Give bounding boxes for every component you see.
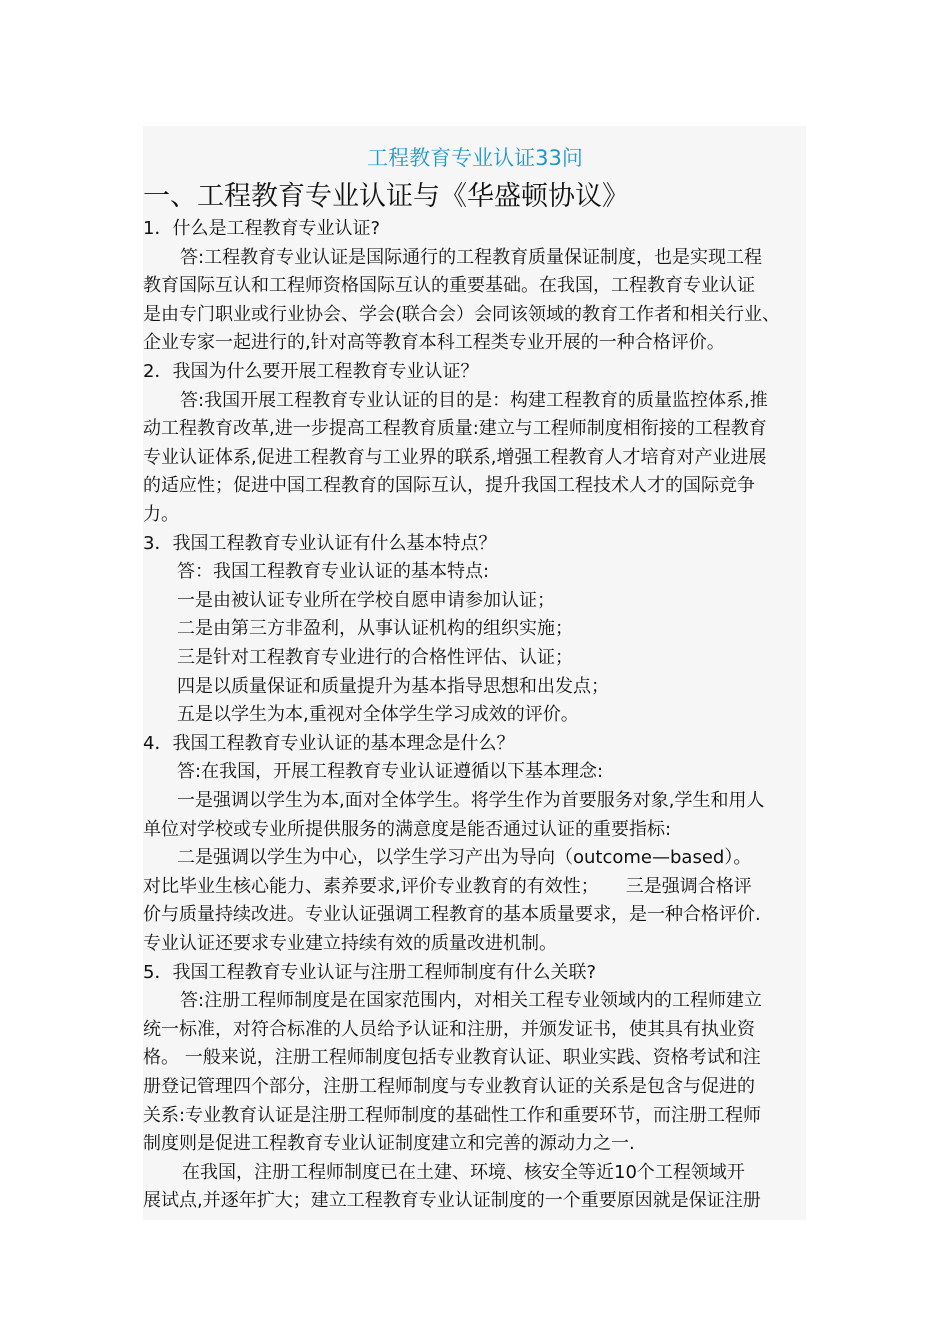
answer-line: 格。 一般来说，注册工程师制度包括专业教育认证、职业实践、资格考试和注 — [143, 1047, 761, 1068]
answer-line: 三是针对工程教育专业进行的合格性评估、认证； — [177, 647, 573, 668]
answer-line: 一是由被认证专业所在学校自愿申请参加认证； — [177, 590, 555, 611]
answer-line: 答:工程教育专业认证是国际通行的工程教育质量保证制度，也是实现工程 — [180, 247, 763, 268]
question-5: 5．我国工程教育专业认证与注册工程师制度有什么关联? — [143, 962, 597, 983]
answer-line: 对比毕业生核心能力、素养要求,评价专业教育的有效性； 三是强调合格评 — [143, 876, 752, 897]
answer-line: 答:注册工程师制度是在国家范围内，对相关工程专业领域内的工程师建立 — [180, 990, 763, 1011]
answer-line: 的适应性；促进中国工程教育的国际互认，提升我国工程技术人才的国际竞争 — [143, 475, 755, 496]
answer-line: 答:我国开展工程教育专业认证的目的是：构建工程教育的质量监控体系,推 — [180, 390, 768, 411]
section-heading: 一、工程教育专业认证与《华盛顿协议》 — [143, 181, 629, 212]
answer-line: 力。 — [143, 504, 179, 525]
question-1: 1．什么是工程教育专业认证? — [143, 218, 381, 239]
answer-line: 制度则是促进工程教育专业认证制度建立和完善的源动力之一. — [143, 1133, 635, 1154]
answer-line: 展试点,并逐年扩大；建立工程教育专业认证制度的一个重要原因就是保证注册 — [143, 1190, 761, 1211]
answer-line: 答：我国工程教育专业认证的基本特点: — [177, 561, 490, 582]
answer-line: 关系:专业教育认证是注册工程师制度的基础性工作和重要环节，而注册工程师 — [143, 1105, 762, 1126]
answer-line: 单位对学校或专业所提供服务的满意度是能否通过认证的重要指标: — [143, 819, 672, 840]
question-2: 2．我国为什么要开展工程教育专业认证？ — [143, 361, 479, 382]
document-title: 工程教育专业认证33问 — [367, 146, 583, 170]
answer-line: 在我国，注册工程师制度已在土建、环境、核安全等近10个工程领域开 — [182, 1162, 745, 1183]
answer-line: 答:在我国，开展工程教育专业认证遵循以下基本理念: — [177, 761, 604, 782]
answer-line: 二是强调以学生为中心，以学生学习产出为导向（outcome—based）。 — [177, 847, 752, 868]
answer-line: 五是以学生为本,重视对全体学生学习成效的评价。 — [177, 704, 579, 725]
answer-line: 价与质量持续改进。专业认证强调工程教育的基本质量要求，是一种合格评价. — [143, 904, 761, 925]
answer-line: 册登记管理四个部分，注册工程师制度与专业教育认证的关系是包含与促进的 — [143, 1076, 755, 1097]
answer-line: 是由专门职业或行业协会、学会(联合会）会同该领域的教育工作者和相关行业、 — [143, 304, 781, 325]
answer-line: 专业认证体系,促进工程教育与工业界的联系,增强工程教育人才培育对产业进展 — [143, 447, 767, 468]
question-4: 4．我国工程教育专业认证的基本理念是什么？ — [143, 733, 515, 754]
answer-line: 企业专家一起进行的,针对高等教育本科工程类专业开展的一种合格评价。 — [143, 332, 725, 353]
question-3: 3．我国工程教育专业认证有什么基本特点？ — [143, 533, 497, 554]
answer-line: 统一标准，对符合标准的人员给予认证和注册，并颁发证书，使其具有执业资 — [143, 1019, 755, 1040]
answer-line: 二是由第三方非盈利，从事认证机构的组织实施； — [177, 618, 573, 639]
answer-line: 专业认证还要求专业建立持续有效的质量改进机制。 — [143, 933, 557, 954]
answer-line: 四是以质量保证和质量提升为基本指导思想和出发点； — [177, 676, 609, 697]
answer-line: 动工程教育改革,进一步提高工程教育质量:建立与工程师制度相衔接的工程教育 — [143, 418, 767, 439]
answer-line: 教育国际互认和工程师资格国际互认的重要基础。在我国，工程教育专业认证 — [143, 275, 755, 296]
answer-line: 一是强调以学生为本,面对全体学生。将学生作为首要服务对象,学生和用人 — [177, 790, 765, 811]
